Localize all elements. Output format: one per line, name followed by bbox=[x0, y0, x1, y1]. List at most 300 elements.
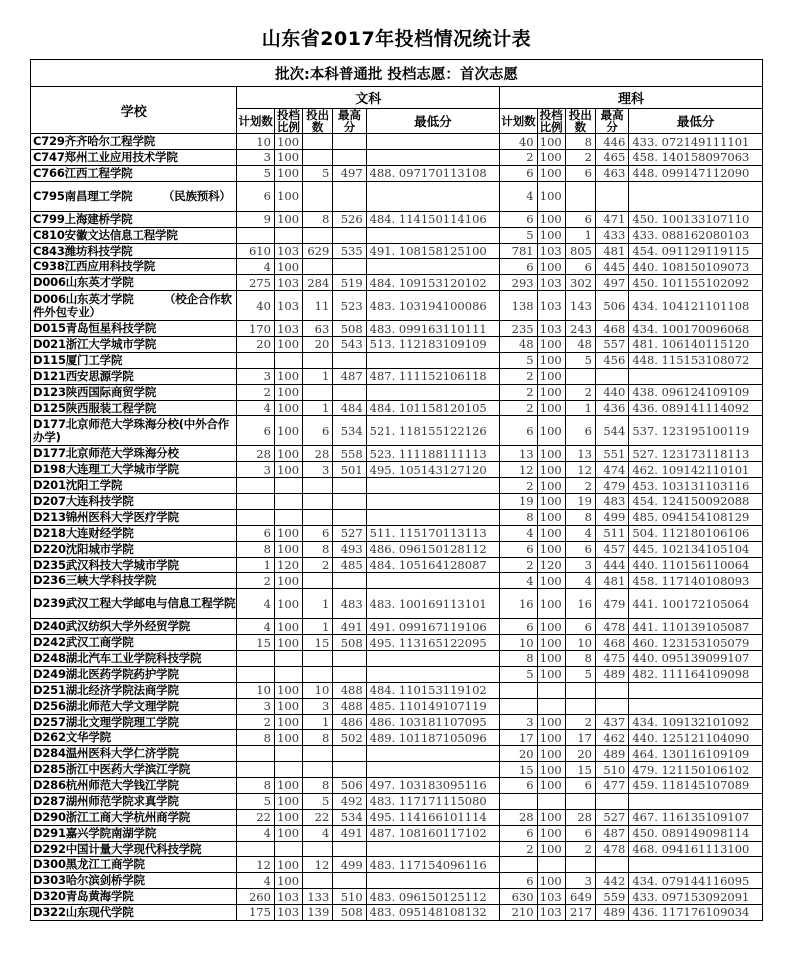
cell-wen-low bbox=[366, 494, 499, 510]
cell-wen-ratio: 103 bbox=[274, 321, 302, 337]
cell-wen-plan: 10 bbox=[237, 134, 275, 150]
cell-li-ratio: 103 bbox=[537, 321, 565, 337]
cell-wen-low: 483. 100169113101 bbox=[366, 589, 499, 619]
table-body bbox=[31, 134, 763, 921]
cell-li-high: 511 bbox=[595, 525, 628, 541]
cell-wen-plan: 5 bbox=[237, 793, 275, 809]
school-name-cell: D251湖北经济学院法商学院 bbox=[31, 682, 237, 698]
cell-li-high: 544 bbox=[595, 416, 628, 446]
cell-li-ratio: 100 bbox=[537, 181, 565, 211]
school-name-cell: D285浙江中医药大学滨江学院 bbox=[31, 762, 237, 778]
school-name-cell: D291嘉兴学院南湖学院 bbox=[31, 825, 237, 841]
header-wen-out: 投出数 bbox=[303, 109, 333, 134]
school-name-cell: D121西安思源学院 bbox=[31, 368, 237, 384]
cell-wen-plan: 4 bbox=[237, 619, 275, 635]
cell-li-high: 483 bbox=[595, 494, 628, 510]
cell-li-ratio: 100 bbox=[537, 809, 565, 825]
cell-wen-ratio: 100 bbox=[274, 446, 302, 462]
cell-wen-ratio: 100 bbox=[274, 635, 302, 651]
cell-wen-out bbox=[303, 746, 333, 762]
cell-li-out: 8 bbox=[565, 134, 595, 150]
table-row bbox=[31, 275, 763, 291]
table-row bbox=[31, 746, 763, 762]
cell-li-plan: 6 bbox=[500, 541, 538, 557]
school-name-cell: D240武汉纺织大学外经贸学院 bbox=[31, 619, 237, 635]
cell-li-plan: 2 bbox=[500, 478, 538, 494]
cell-li-ratio: 100 bbox=[537, 337, 565, 353]
cell-li-high: 468 bbox=[595, 321, 628, 337]
cell-li-out: 217 bbox=[565, 905, 595, 921]
school-name-cell: C766江西工程学院 bbox=[31, 165, 237, 181]
cell-li-high: 481 bbox=[595, 243, 628, 259]
cell-li-out: 1 bbox=[565, 400, 595, 416]
cell-li-low: 458. 117140108093 bbox=[629, 573, 763, 589]
cell-li-out: 28 bbox=[565, 809, 595, 825]
cell-li-plan: 6 bbox=[500, 259, 538, 275]
cell-li-ratio: 100 bbox=[537, 384, 565, 400]
table-row bbox=[31, 714, 763, 730]
cell-wen-low bbox=[366, 150, 499, 166]
cell-wen-plan: 4 bbox=[237, 589, 275, 619]
cell-wen-low bbox=[366, 573, 499, 589]
cell-wen-low: 483. 117171115080 bbox=[366, 793, 499, 809]
cell-li-low: 440. 095139099107 bbox=[629, 651, 763, 667]
cell-wen-ratio: 100 bbox=[274, 857, 302, 873]
table-row bbox=[31, 291, 763, 321]
table-row bbox=[31, 259, 763, 275]
table-row bbox=[31, 619, 763, 635]
cell-wen-ratio: 100 bbox=[274, 778, 302, 794]
cell-li-plan: 20 bbox=[500, 746, 538, 762]
cell-li-ratio: 100 bbox=[537, 446, 565, 462]
cell-wen-ratio: 100 bbox=[274, 181, 302, 211]
cell-wen-high bbox=[333, 666, 366, 682]
cell-wen-high: 543 bbox=[333, 337, 366, 353]
cell-wen-high bbox=[333, 841, 366, 857]
cell-li-ratio: 100 bbox=[537, 134, 565, 150]
table-row bbox=[31, 368, 763, 384]
cell-wen-plan: 4 bbox=[237, 400, 275, 416]
cell-wen-low bbox=[366, 762, 499, 778]
cell-wen-plan: 6 bbox=[237, 525, 275, 541]
cell-wen-low: 491. 108158125100 bbox=[366, 243, 499, 259]
cell-li-plan: 17 bbox=[500, 730, 538, 746]
school-name-cell: D236三峡大学科技学院 bbox=[31, 573, 237, 589]
table-row bbox=[31, 462, 763, 478]
cell-li-low: 527. 123173118113 bbox=[629, 446, 763, 462]
cell-li-plan: 2 bbox=[500, 150, 538, 166]
cell-wen-low: 483. 117154096116 bbox=[366, 857, 499, 873]
cell-wen-low bbox=[366, 134, 499, 150]
school-name-cell: D320青岛黄海学院 bbox=[31, 889, 237, 905]
cell-wen-low: 489. 101187105096 bbox=[366, 730, 499, 746]
cell-wen-high bbox=[333, 181, 366, 211]
cell-li-ratio: 100 bbox=[537, 165, 565, 181]
school-name-cell: D249湖北医药学院药护学院 bbox=[31, 666, 237, 682]
cell-li-high bbox=[595, 368, 628, 384]
cell-wen-low: 483. 103194100086 bbox=[366, 291, 499, 321]
cell-li-plan: 4 bbox=[500, 181, 538, 211]
school-name-cell: D242武汉工商学院 bbox=[31, 635, 237, 651]
cell-li-low: 537. 123195100119 bbox=[629, 416, 763, 446]
school-name-cell: D218大连财经学院 bbox=[31, 525, 237, 541]
cell-li-low bbox=[629, 698, 763, 714]
cell-wen-out: 1 bbox=[303, 368, 333, 384]
cell-li-out: 143 bbox=[565, 291, 595, 321]
cell-wen-plan: 175 bbox=[237, 905, 275, 921]
cell-li-ratio: 100 bbox=[537, 746, 565, 762]
cell-li-out bbox=[565, 368, 595, 384]
cell-li-ratio: 103 bbox=[537, 889, 565, 905]
cell-wen-plan: 275 bbox=[237, 275, 275, 291]
cell-wen-out: 4 bbox=[303, 825, 333, 841]
cell-wen-high: 501 bbox=[333, 462, 366, 478]
table-row bbox=[31, 525, 763, 541]
header-wen-high: 最高分 bbox=[333, 109, 366, 134]
cell-wen-ratio: 100 bbox=[274, 793, 302, 809]
cell-li-low: 462. 109142110101 bbox=[629, 462, 763, 478]
cell-wen-out: 1 bbox=[303, 400, 333, 416]
cell-li-low: 504. 112180106106 bbox=[629, 525, 763, 541]
school-name-cell: D287湖州师范学院求真学院 bbox=[31, 793, 237, 809]
cell-wen-plan bbox=[237, 478, 275, 494]
table-row bbox=[31, 730, 763, 746]
school-name-cell: D235武汉科技大学城市学院 bbox=[31, 557, 237, 573]
cell-li-low: 441. 100172105064 bbox=[629, 589, 763, 619]
school-name-cell: D257湖北文理学院理工学院 bbox=[31, 714, 237, 730]
cell-li-low: 440. 125121104090 bbox=[629, 730, 763, 746]
cell-li-low bbox=[629, 793, 763, 809]
cell-li-ratio: 103 bbox=[537, 243, 565, 259]
cell-wen-plan: 10 bbox=[237, 682, 275, 698]
cell-wen-out: 1 bbox=[303, 619, 333, 635]
cell-li-plan: 16 bbox=[500, 589, 538, 619]
cell-li-ratio: 100 bbox=[537, 211, 565, 227]
table-row bbox=[31, 793, 763, 809]
cell-wen-high: 526 bbox=[333, 211, 366, 227]
cell-wen-low: 521. 118155122126 bbox=[366, 416, 499, 446]
cell-wen-low: 484. 101158120105 bbox=[366, 400, 499, 416]
header-group-wenke: 文科 bbox=[237, 87, 500, 109]
cell-wen-high: 508 bbox=[333, 321, 366, 337]
cell-wen-ratio: 100 bbox=[274, 368, 302, 384]
cell-wen-ratio: 100 bbox=[274, 698, 302, 714]
cell-li-high: 474 bbox=[595, 462, 628, 478]
cell-li-low: 467. 116135109107 bbox=[629, 809, 763, 825]
school-name-cell: D015青岛恒星科技学院 bbox=[31, 321, 237, 337]
cell-wen-ratio: 100 bbox=[274, 384, 302, 400]
cell-li-plan: 630 bbox=[500, 889, 538, 905]
cell-li-high: 446 bbox=[595, 134, 628, 150]
cell-li-high bbox=[595, 698, 628, 714]
cell-li-high: 477 bbox=[595, 778, 628, 794]
cell-li-out: 4 bbox=[565, 525, 595, 541]
school-name-cell: D177北京师范大学珠海分校 bbox=[31, 446, 237, 462]
cell-li-high bbox=[595, 682, 628, 698]
cell-li-ratio: 100 bbox=[537, 635, 565, 651]
school-name-cell: D262文华学院 bbox=[31, 730, 237, 746]
header-li-out: 投出数 bbox=[565, 109, 595, 134]
cell-wen-out bbox=[303, 573, 333, 589]
cell-wen-ratio bbox=[274, 478, 302, 494]
cell-li-plan: 19 bbox=[500, 494, 538, 510]
cell-li-high: 478 bbox=[595, 619, 628, 635]
table-row bbox=[31, 541, 763, 557]
cell-wen-low bbox=[366, 352, 499, 368]
cell-wen-low: 484. 109153120102 bbox=[366, 275, 499, 291]
cell-wen-out: 5 bbox=[303, 165, 333, 181]
cell-wen-ratio: 100 bbox=[274, 809, 302, 825]
table-row bbox=[31, 778, 763, 794]
cell-li-low: 459. 118145107089 bbox=[629, 778, 763, 794]
cell-li-high: 557 bbox=[595, 337, 628, 353]
cell-li-out: 1 bbox=[565, 227, 595, 243]
cell-wen-out: 629 bbox=[303, 243, 333, 259]
cell-wen-ratio bbox=[274, 494, 302, 510]
cell-li-low bbox=[629, 682, 763, 698]
cell-li-out: 19 bbox=[565, 494, 595, 510]
cell-wen-low bbox=[366, 509, 499, 525]
cell-li-plan bbox=[500, 793, 538, 809]
cell-li-ratio: 100 bbox=[537, 666, 565, 682]
table-row bbox=[31, 857, 763, 873]
cell-li-plan: 8 bbox=[500, 509, 538, 525]
cell-li-ratio: 100 bbox=[537, 509, 565, 525]
cell-wen-ratio: 100 bbox=[274, 337, 302, 353]
cell-li-plan: 13 bbox=[500, 446, 538, 462]
school-name-cell: D248湖北汽车工业学院科技学院 bbox=[31, 651, 237, 667]
cell-li-ratio: 100 bbox=[537, 525, 565, 541]
table-row bbox=[31, 873, 763, 889]
cell-wen-high: 508 bbox=[333, 905, 366, 921]
cell-li-high: 489 bbox=[595, 905, 628, 921]
cell-wen-ratio bbox=[274, 666, 302, 682]
cell-li-plan: 10 bbox=[500, 635, 538, 651]
cell-li-high: 440 bbox=[595, 384, 628, 400]
cell-li-plan: 138 bbox=[500, 291, 538, 321]
cell-li-out: 805 bbox=[565, 243, 595, 259]
cell-li-out: 6 bbox=[565, 825, 595, 841]
table-row bbox=[31, 889, 763, 905]
cell-li-plan: 6 bbox=[500, 873, 538, 889]
cell-wen-ratio: 100 bbox=[274, 730, 302, 746]
cell-wen-plan: 3 bbox=[237, 368, 275, 384]
cell-wen-ratio: 100 bbox=[274, 714, 302, 730]
cell-wen-plan: 22 bbox=[237, 809, 275, 825]
cell-li-low: 436. 117176109034 bbox=[629, 905, 763, 921]
cell-wen-out bbox=[303, 227, 333, 243]
cell-wen-out bbox=[303, 762, 333, 778]
cell-wen-out: 8 bbox=[303, 211, 333, 227]
table-row bbox=[31, 352, 763, 368]
cell-li-plan: 2 bbox=[500, 384, 538, 400]
cell-wen-high bbox=[333, 352, 366, 368]
cell-li-low: 450. 100133107110 bbox=[629, 211, 763, 227]
cell-wen-out: 22 bbox=[303, 809, 333, 825]
cell-li-low: 450. 089149098114 bbox=[629, 825, 763, 841]
cell-wen-out bbox=[303, 259, 333, 275]
cell-wen-high: 510 bbox=[333, 889, 366, 905]
cell-wen-out bbox=[303, 873, 333, 889]
cell-wen-plan: 260 bbox=[237, 889, 275, 905]
cell-wen-ratio: 100 bbox=[274, 462, 302, 478]
cell-wen-out bbox=[303, 841, 333, 857]
cell-li-out: 2 bbox=[565, 384, 595, 400]
cell-li-ratio: 100 bbox=[537, 573, 565, 589]
cell-li-plan: 4 bbox=[500, 573, 538, 589]
subject-group-row bbox=[31, 87, 763, 109]
cell-wen-out: 8 bbox=[303, 778, 333, 794]
cell-wen-out: 6 bbox=[303, 416, 333, 446]
school-name-cell: D213锦州医科大学医疗学院 bbox=[31, 509, 237, 525]
school-name-cell: D239武汉工程大学邮电与信息工程学院 bbox=[31, 589, 237, 619]
cell-li-out: 12 bbox=[565, 462, 595, 478]
table-row bbox=[31, 211, 763, 227]
cell-wen-plan: 2 bbox=[237, 384, 275, 400]
cell-li-plan: 5 bbox=[500, 227, 538, 243]
school-name-cell: D006山东英才学院 bbox=[31, 275, 237, 291]
cell-wen-out: 3 bbox=[303, 698, 333, 714]
school-name-cell: C799上海建桥学院 bbox=[31, 211, 237, 227]
cell-wen-plan: 9 bbox=[237, 211, 275, 227]
cell-wen-high: 534 bbox=[333, 809, 366, 825]
cell-wen-out: 20 bbox=[303, 337, 333, 353]
cell-li-out: 3 bbox=[565, 873, 595, 889]
cell-li-low: 454. 124150092088 bbox=[629, 494, 763, 510]
batch-row bbox=[31, 60, 763, 87]
school-name-cell: D201沈阳工学院 bbox=[31, 478, 237, 494]
cell-wen-plan: 4 bbox=[237, 825, 275, 841]
cell-li-high: 456 bbox=[595, 352, 628, 368]
table-row bbox=[31, 243, 763, 259]
cell-li-ratio: 100 bbox=[537, 227, 565, 243]
table-row bbox=[31, 841, 763, 857]
school-name-cell: C729齐齐哈尔工程学院 bbox=[31, 134, 237, 150]
table-row bbox=[31, 181, 763, 211]
cell-li-low: 481. 106140115120 bbox=[629, 337, 763, 353]
table-row bbox=[31, 416, 763, 446]
cell-wen-ratio: 100 bbox=[274, 589, 302, 619]
cell-wen-ratio: 103 bbox=[274, 905, 302, 921]
cell-li-ratio: 100 bbox=[537, 478, 565, 494]
table-row bbox=[31, 400, 763, 416]
cell-wen-plan: 8 bbox=[237, 730, 275, 746]
cell-wen-high: 488 bbox=[333, 682, 366, 698]
cell-wen-ratio bbox=[274, 651, 302, 667]
school-name-cell: C843潍坊科技学院 bbox=[31, 243, 237, 259]
cell-wen-ratio: 100 bbox=[274, 573, 302, 589]
cell-wen-out: 8 bbox=[303, 541, 333, 557]
table-row bbox=[31, 589, 763, 619]
cell-li-high: 527 bbox=[595, 809, 628, 825]
school-name-cell: D207大连科技学院 bbox=[31, 494, 237, 510]
cell-li-plan: 12 bbox=[500, 462, 538, 478]
cell-li-low: 454. 091129119115 bbox=[629, 243, 763, 259]
cell-li-out bbox=[565, 181, 595, 211]
cell-wen-ratio: 120 bbox=[274, 557, 302, 573]
cell-li-out bbox=[565, 793, 595, 809]
cell-wen-ratio: 100 bbox=[274, 259, 302, 275]
school-name-cell: D286杭州师范大学钱江学院 bbox=[31, 778, 237, 794]
cell-wen-out: 2 bbox=[303, 557, 333, 573]
cell-li-low: 453. 103131103116 bbox=[629, 478, 763, 494]
cell-wen-low bbox=[366, 746, 499, 762]
cell-li-plan: 2 bbox=[500, 368, 538, 384]
cell-li-plan: 3 bbox=[500, 714, 538, 730]
cell-li-ratio: 100 bbox=[537, 368, 565, 384]
cell-li-high: 437 bbox=[595, 714, 628, 730]
cell-li-out: 4 bbox=[565, 573, 595, 589]
cell-li-high bbox=[595, 793, 628, 809]
cell-li-ratio: 100 bbox=[537, 651, 565, 667]
cell-wen-low: 495. 105143127120 bbox=[366, 462, 499, 478]
cell-wen-high: 558 bbox=[333, 446, 366, 462]
cell-wen-high: 487 bbox=[333, 368, 366, 384]
cell-li-high: 478 bbox=[595, 841, 628, 857]
cell-li-out: 6 bbox=[565, 211, 595, 227]
cell-li-ratio bbox=[537, 857, 565, 873]
cell-wen-ratio: 100 bbox=[274, 134, 302, 150]
cell-li-plan: 4 bbox=[500, 525, 538, 541]
cell-li-low: 482. 111164109098 bbox=[629, 666, 763, 682]
cell-wen-ratio: 100 bbox=[274, 525, 302, 541]
cell-li-out bbox=[565, 698, 595, 714]
cell-wen-out: 1 bbox=[303, 589, 333, 619]
cell-wen-low bbox=[366, 384, 499, 400]
cell-li-ratio: 100 bbox=[537, 762, 565, 778]
cell-wen-high: 502 bbox=[333, 730, 366, 746]
table-row bbox=[31, 666, 763, 682]
cell-li-ratio: 100 bbox=[537, 873, 565, 889]
cell-li-out: 302 bbox=[565, 275, 595, 291]
cell-wen-out: 28 bbox=[303, 446, 333, 462]
cell-li-out: 17 bbox=[565, 730, 595, 746]
cell-li-out: 15 bbox=[565, 762, 595, 778]
cell-li-ratio: 103 bbox=[537, 291, 565, 321]
cell-wen-low: 484. 105164128087 bbox=[366, 557, 499, 573]
cell-li-out: 243 bbox=[565, 321, 595, 337]
table-row bbox=[31, 557, 763, 573]
cell-li-low: 434. 100170096068 bbox=[629, 321, 763, 337]
cell-li-out: 6 bbox=[565, 541, 595, 557]
cell-wen-plan bbox=[237, 509, 275, 525]
cell-li-out: 2 bbox=[565, 714, 595, 730]
cell-li-low: 438. 096124109109 bbox=[629, 384, 763, 400]
cell-wen-high: 527 bbox=[333, 525, 366, 541]
cell-wen-high: 519 bbox=[333, 275, 366, 291]
cell-wen-high bbox=[333, 150, 366, 166]
cell-wen-plan: 6 bbox=[237, 181, 275, 211]
page-title: 山东省2017年投档情况统计表 bbox=[261, 28, 532, 50]
school-name-cell: C747郑州工业应用技术学院 bbox=[31, 150, 237, 166]
cell-wen-ratio: 100 bbox=[274, 165, 302, 181]
cell-li-low: 485. 094154108129 bbox=[629, 509, 763, 525]
cell-li-low: 433. 097153092091 bbox=[629, 889, 763, 905]
cell-wen-ratio: 103 bbox=[274, 243, 302, 259]
header-li-low: 最低分 bbox=[629, 109, 763, 134]
cell-li-plan bbox=[500, 682, 538, 698]
cell-wen-ratio: 100 bbox=[274, 150, 302, 166]
cell-wen-out: 284 bbox=[303, 275, 333, 291]
cell-li-low: 460. 123153105079 bbox=[629, 635, 763, 651]
cell-wen-low: 487. 111152106118 bbox=[366, 368, 499, 384]
cell-li-out: 16 bbox=[565, 589, 595, 619]
cell-wen-low bbox=[366, 841, 499, 857]
table-row bbox=[31, 134, 763, 150]
cell-wen-plan: 170 bbox=[237, 321, 275, 337]
cell-li-ratio: 100 bbox=[537, 416, 565, 446]
cell-wen-plan bbox=[237, 651, 275, 667]
